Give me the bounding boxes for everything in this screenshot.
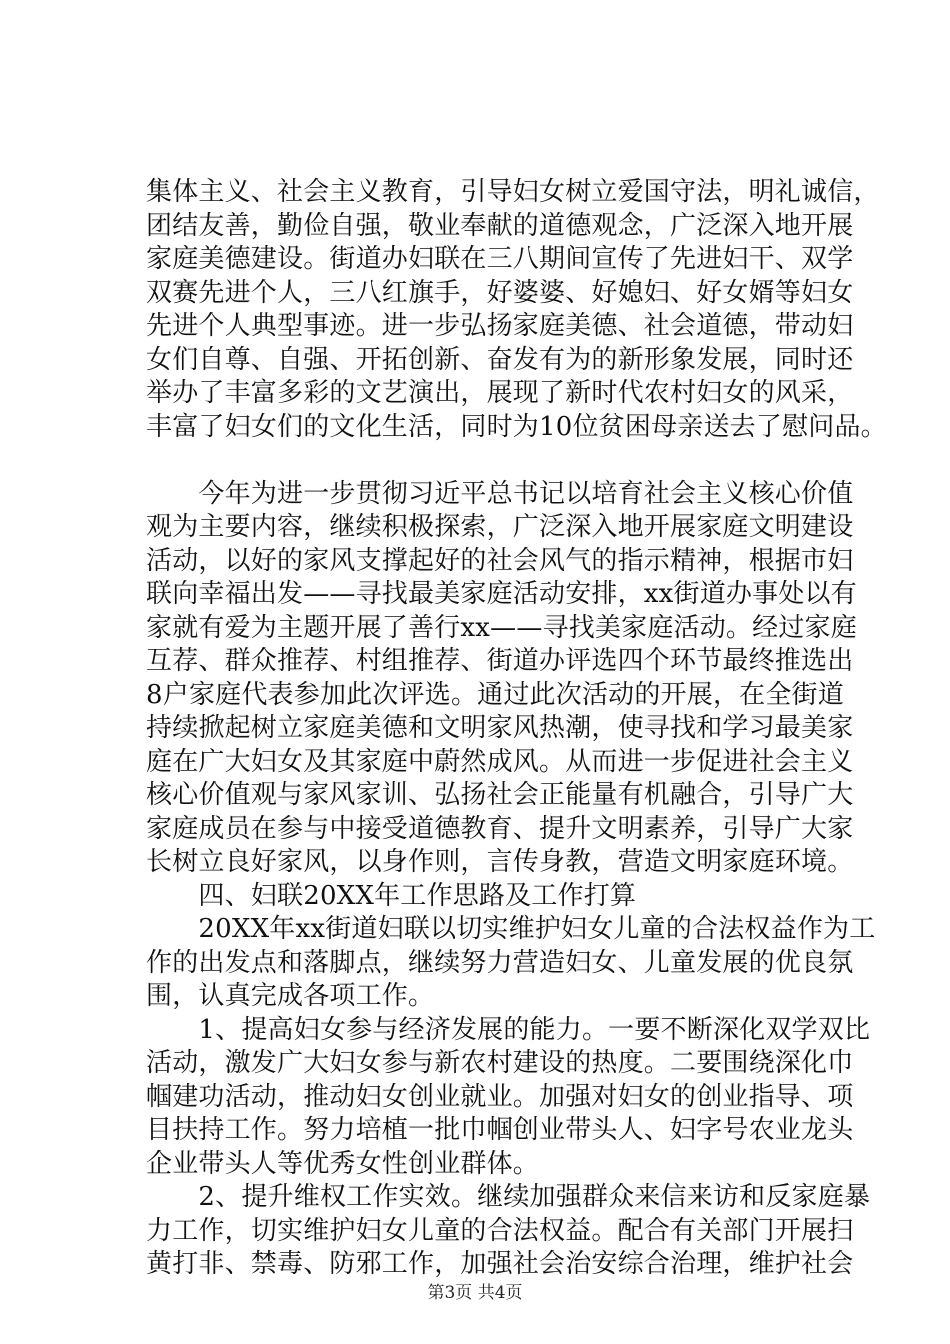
paragraph-work-plan bbox=[146, 913, 876, 1014]
text-line: 先进个人典型事迹。进一步弘扬家庭美德、社会道德，带动妇 bbox=[146, 311, 854, 341]
text-line: 长树立良好家风，以身作则，言传身教，营造文明家庭环境。 bbox=[146, 847, 854, 877]
text-line: 作的出发点和落脚点，继续努力营造妇女、儿童发展的优良氛 bbox=[146, 947, 854, 978]
paragraph-rights-protection bbox=[146, 1181, 871, 1282]
paragraph-gap bbox=[146, 444, 826, 478]
document-body bbox=[146, 176, 887, 1282]
text-line: 互荐、群众推荐、村组推荐、街道办评选四个环节最终推选出 bbox=[146, 646, 854, 676]
text-line: 观为主要内容，继续积极探索，广泛深入地开展家庭文明建设 bbox=[146, 512, 854, 542]
text-line: 双赛先进个人，三八红旗手，好婆婆、好媳妇、好女婿等妇女 bbox=[146, 277, 854, 308]
text-line: 家就有爱为主题开展了善行xx——寻找美家庭活动。经过家庭 bbox=[146, 612, 857, 643]
text-line: 力工作，切实维护妇女儿童的合法权益。配合有关部门开展扫 bbox=[146, 1215, 854, 1246]
text-line: 今年为进一步贯彻习近平总书记以培育社会主义核心价值 bbox=[146, 478, 854, 509]
page-footer: 第3页 共4页 bbox=[427, 1283, 523, 1303]
text-line: 黄打非、禁毒、防邪工作，加强社会治安综合治理，维护社会 bbox=[146, 1249, 854, 1279]
text-line: 团结友善，勤俭自强，敬业奉献的道德观念，广泛深入地开展 bbox=[146, 210, 854, 241]
text-line: 女们自尊、自强、开拓创新、奋发有为的新形象发展，同时还 bbox=[146, 344, 854, 375]
text-line: 丰富了妇女们的文化生活，同时为10位贫困母亲送去了慰问品。 bbox=[146, 411, 887, 442]
text-line: 企业带头人等优秀女性创业群体。 bbox=[146, 1148, 540, 1179]
text-line: 围，认真完成各项工作。 bbox=[146, 981, 435, 1011]
text-line: 持续掀起树立家庭美德和文明家风热潮，使寻找和学习最美家 bbox=[146, 713, 854, 743]
text-line: 举办了丰富多彩的文艺演出，展现了新时代农村妇女的风采， bbox=[146, 378, 854, 408]
paragraph-family-campaign bbox=[146, 478, 857, 880]
text-line: 20XX年xx街道妇联以切实维护妇女儿童的合法权益作为工 bbox=[146, 914, 876, 944]
text-line: 家庭美德建设。街道办妇联在三八期间宣传了先进妇干、双学 bbox=[146, 244, 854, 274]
text-line: 1、提高妇女参与经济发展的能力。一要不断深化双学双比 bbox=[146, 1014, 871, 1045]
text-line: 活动，以好的家风支撑起好的社会风气的指示精神，根据市妇 bbox=[146, 545, 854, 576]
paragraph-moral-education bbox=[146, 176, 887, 444]
text-line: 8户家庭代表参加此次评选。通过此次活动的开展，在全街道 bbox=[146, 679, 844, 710]
text-line: 联向幸福出发——寻找最美家庭活动安排，xx街道办事处以有 bbox=[146, 579, 857, 609]
text-line: 家庭成员在参与中接受道德教育、提升文明素养，引导广大家 bbox=[146, 813, 854, 844]
text-line: 目扶持工作。努力培植一批巾帼创业带头人、妇字号农业龙头 bbox=[146, 1115, 854, 1145]
text-line: 2、提升维权工作实效。继续加强群众来信来访和反家庭暴 bbox=[146, 1182, 871, 1212]
text-line: 庭在广大妇女及其家庭中蔚然成风。从而进一步促进社会主义 bbox=[146, 746, 854, 777]
text-line: 核心价值观与家风家训、弘扬社会正能量有机融合，引导广大 bbox=[146, 780, 854, 810]
text-line: 集体主义、社会主义教育，引导妇女树立爱国守法，明礼诚信， bbox=[146, 177, 880, 207]
text-line: 活动，激发广大妇女参与新农村建设的热度。二要围绕深化巾 bbox=[146, 1048, 854, 1078]
section-heading: 四、妇联20XX年工作思路及工作打算 bbox=[146, 880, 637, 911]
paragraph-economic-ability bbox=[146, 1014, 871, 1182]
text-line: 帼建功活动，推动妇女创业就业。加强对妇女的创业指导、项 bbox=[146, 1081, 854, 1112]
